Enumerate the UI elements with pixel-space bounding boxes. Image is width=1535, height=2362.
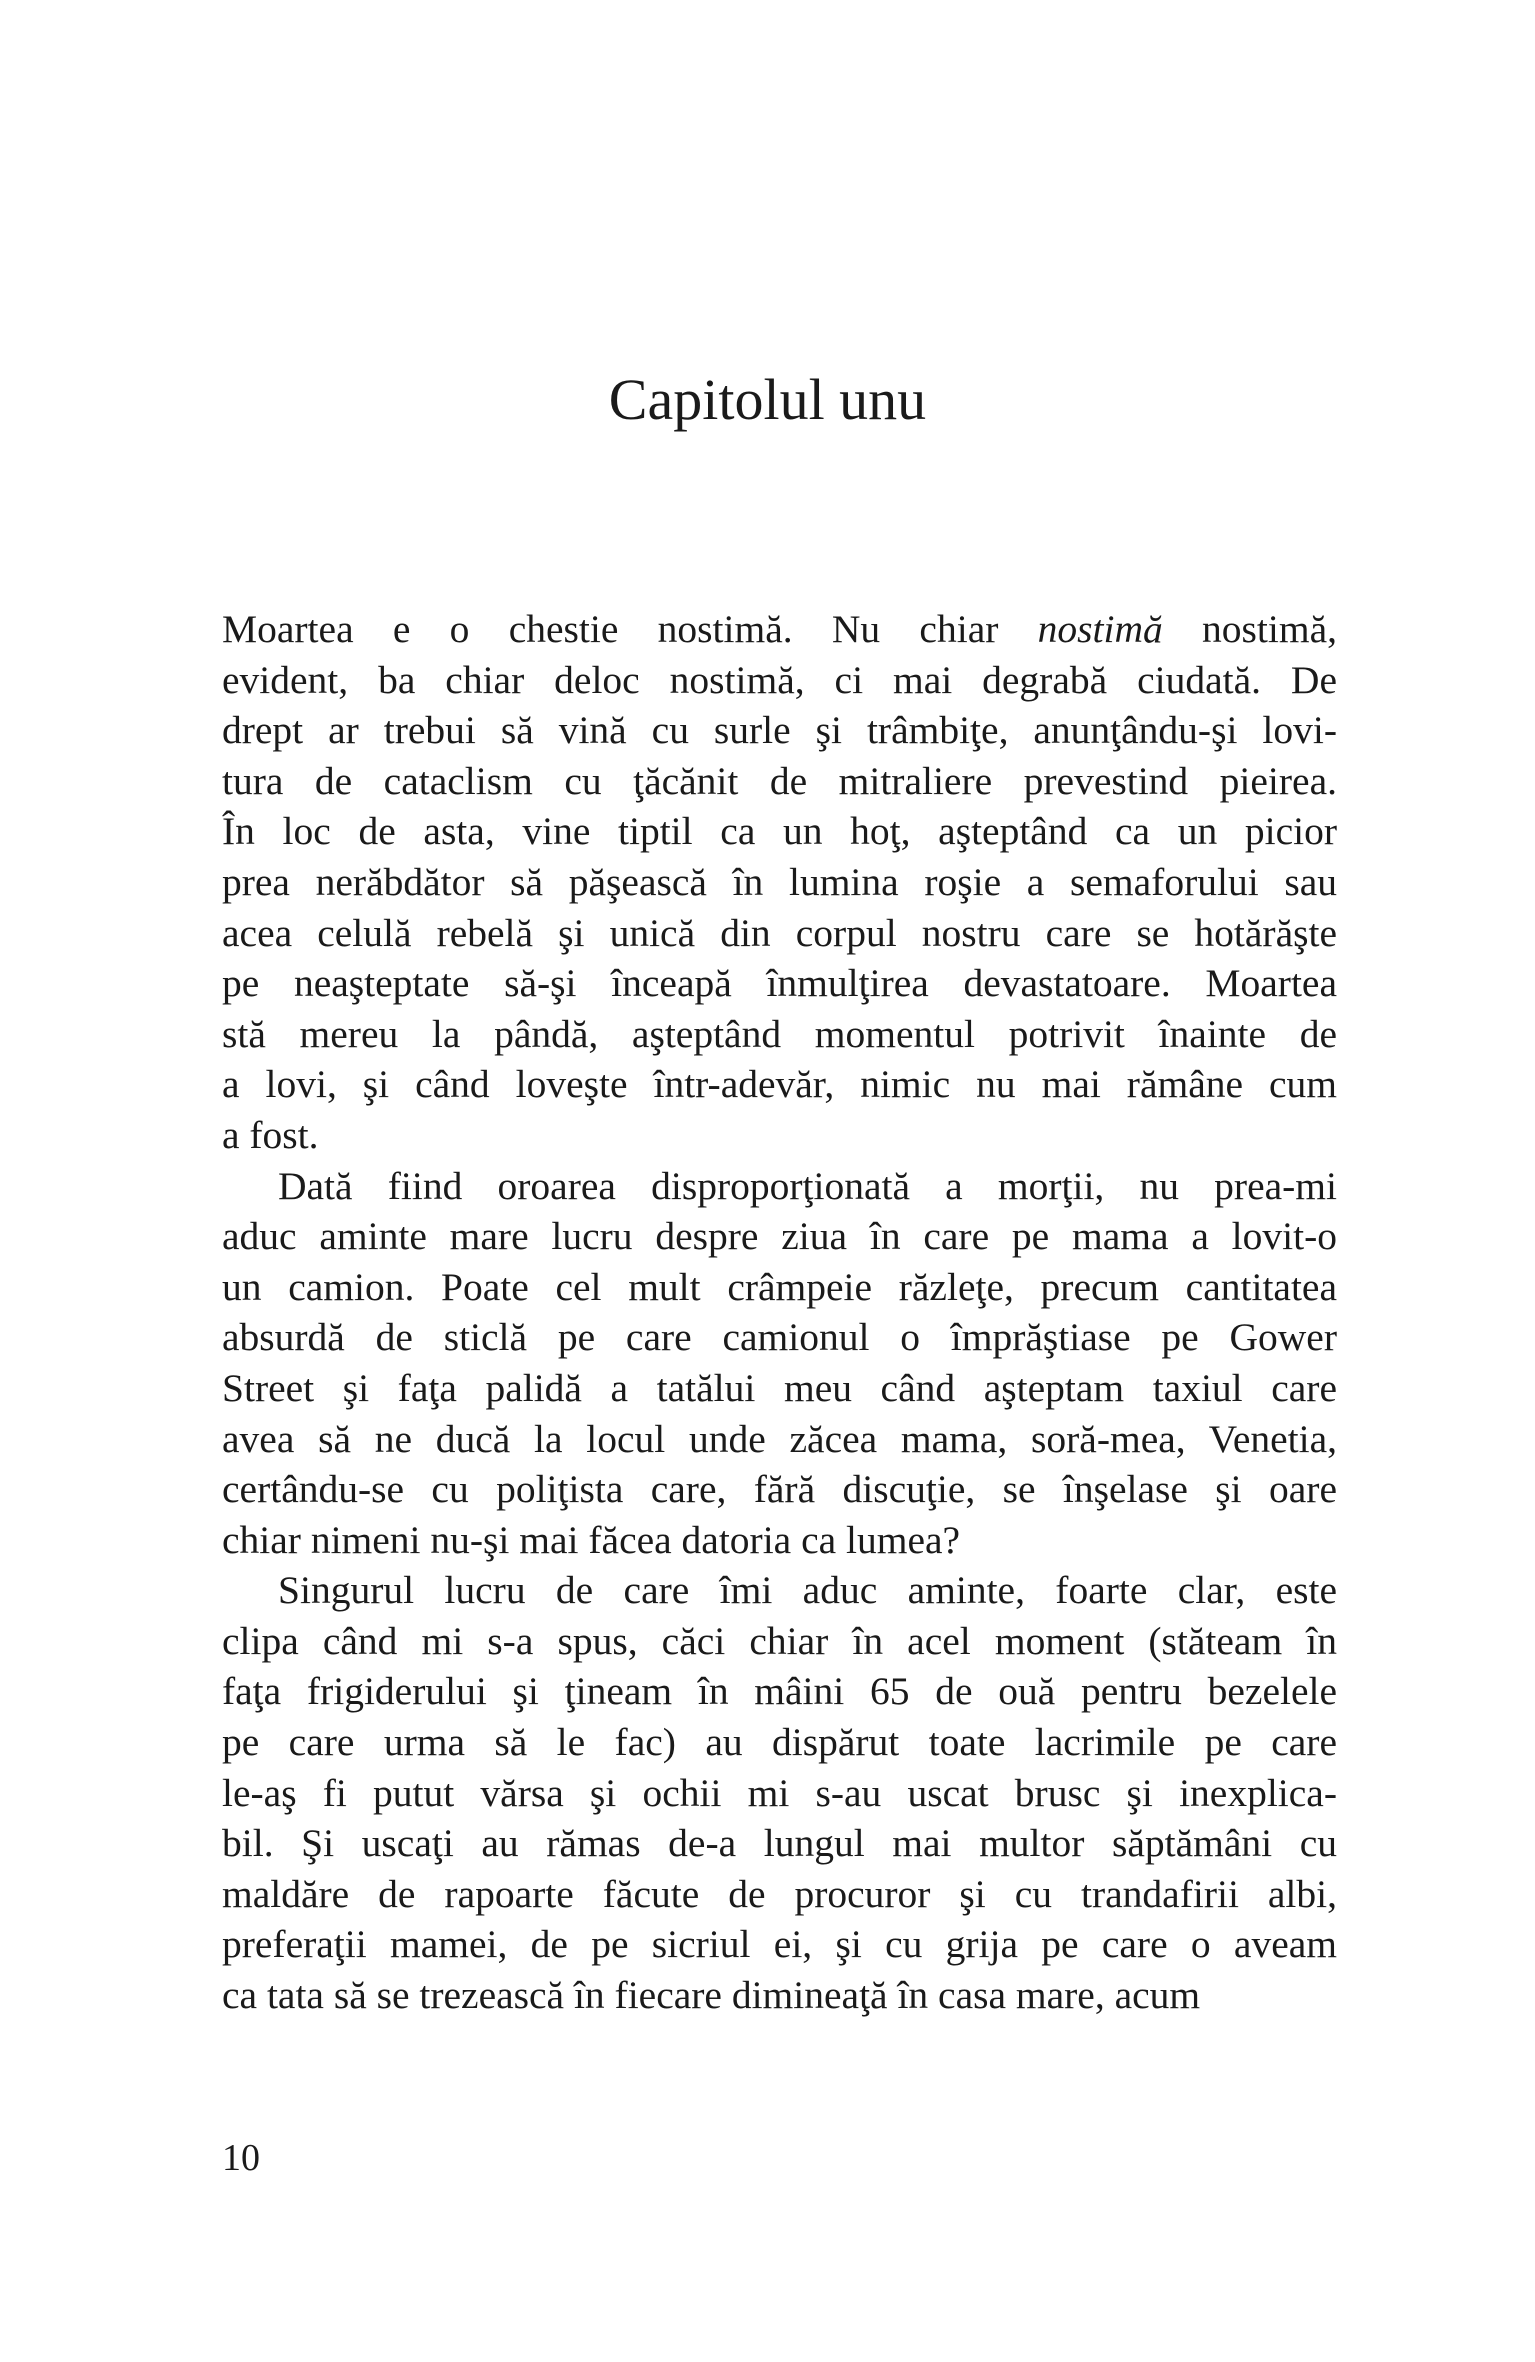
text-segment: În loc de asta, vine tiptil ca un hoţ, aşteptând ca un picior <box>222 809 1337 854</box>
text-segment: Dată fiind oroarea disproporţionată a morţii, nu prea-mi <box>278 1163 1337 1208</box>
text-segment: un camion. Poate cel mult crâmpeie răzleţe, precum cantitatea <box>222 1264 1337 1309</box>
text-line <box>222 604 1337 655</box>
text-segment: aduc aminte mare lucru despre ziua în care pe mama a lovit-o <box>222 1214 1337 1259</box>
text-segment: Singurul lucru de care îmi aduc aminte, foarte clar, este <box>278 1568 1337 1613</box>
text-segment: avea să ne ducă la locul unde zăcea mama, soră-mea, Venetia, <box>222 1416 1337 1461</box>
text-line <box>222 655 1337 706</box>
text-segment: pe neaşteptate să-şi înceapă înmulţirea devastatoare. Moartea <box>222 961 1337 1006</box>
text-line <box>222 857 1337 908</box>
text-line <box>222 1009 1337 1060</box>
text-line <box>222 1666 1337 1717</box>
page-number: 10 <box>222 2137 260 2179</box>
text-segment: a lovi, şi când loveşte într-adevăr, nimic nu mai rămâne cum <box>222 1062 1337 1107</box>
text-segment: acea celulă rebelă şi unică din corpul nostru care se hotărăşte <box>222 910 1337 955</box>
text-line <box>222 1262 1337 1313</box>
text-line <box>222 1464 1337 1515</box>
chapter-title: Capitolul unu <box>608 367 927 432</box>
text-line <box>222 1363 1337 1414</box>
text-segment: absurdă de sticlă pe care camionul o împrăştiase pe Gower <box>222 1315 1337 1360</box>
text-segment: tura de cataclism cu ţăcănit de mitraliere prevestind pieirea. <box>222 758 1337 803</box>
text-segment: certându-se cu poliţista care, fără discuţie, se înşelase şi oare <box>222 1467 1337 1512</box>
text-segment: preferaţii mamei, de pe sicriul ei, şi cu grija pe care o aveam <box>222 1922 1337 1967</box>
paragraph <box>222 1565 1337 2020</box>
text-line <box>222 1768 1337 1819</box>
text-line <box>222 1565 1337 1616</box>
text-line <box>222 1161 1337 1212</box>
text-line <box>222 1616 1337 1667</box>
text-segment: prea nerăbdător să păşească în lumina roşie a semaforului sau <box>222 859 1337 904</box>
text-segment: faţa frigiderului şi ţineam în mâini 65 de ouă pentru bezelele <box>222 1669 1337 1714</box>
text-line <box>222 958 1337 1009</box>
text-line <box>222 1869 1337 1920</box>
text-segment: a fost. <box>222 1112 319 1157</box>
text-segment: evident, ba chiar deloc nostimă, ci mai degrabă ciudată. De <box>222 657 1337 702</box>
text-line <box>222 1970 1337 2021</box>
paragraph <box>222 604 1337 1161</box>
text-line <box>222 756 1337 807</box>
text-segment: maldăre de rapoarte făcute de procuror şi cu trandafirii albi, <box>222 1871 1337 1916</box>
text-segment: drept ar trebui să vină cu surle şi trâmbiţe, anunţându-şi lovi- <box>222 708 1337 753</box>
text-line <box>222 1818 1337 1869</box>
paragraph <box>222 1161 1337 1566</box>
text-line <box>222 908 1337 959</box>
body-text <box>222 604 1337 2021</box>
text-segment: Street şi faţa palidă a tatălui meu când aşteptam taxiul care <box>222 1365 1337 1410</box>
text-segment: le-aş fi putut vărsa şi ochii mi s-au uscat brusc şi inexplica- <box>222 1770 1337 1815</box>
text-segment: clipa când mi s-a spus, căci chiar în acel moment (stăteam în <box>222 1618 1337 1663</box>
text-line <box>222 1515 1337 1566</box>
text-line <box>222 806 1337 857</box>
text-line <box>222 1717 1337 1768</box>
text-segment: bil. Şi uscaţi au rămas de-a lungul mai multor săptămâni cu <box>222 1821 1337 1866</box>
text-line <box>222 1211 1337 1262</box>
text-segment: nostimă, <box>1162 607 1337 651</box>
text-line <box>222 1919 1337 1970</box>
text-line <box>222 1059 1337 1110</box>
text-segment: pe care urma să le fac) au dispărut toate lacrimile pe care <box>222 1720 1337 1765</box>
italic-text: nostimă <box>1037 607 1163 651</box>
text-line <box>222 1110 1337 1161</box>
text-line <box>222 705 1337 756</box>
text-segment: stă mereu la pândă, aşteptând momentul potrivit înainte de <box>222 1011 1337 1056</box>
text-segment: chiar nimeni nu-şi mai făcea datoria ca lumea? <box>222 1517 961 1562</box>
text-line <box>222 1414 1337 1465</box>
text-segment: ca tata să se trezească în fiecare dimineaţă în casa mare, acum <box>222 1973 1201 2018</box>
text-line <box>222 1312 1337 1363</box>
text-segment: Moartea e o chestie nostimă. Nu chiar <box>222 607 1038 651</box>
